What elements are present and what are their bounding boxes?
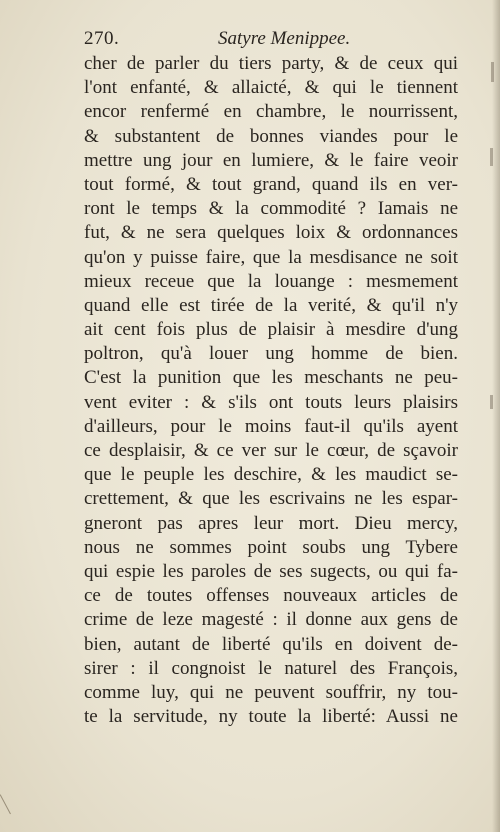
text-line: crime de leze magesté : il donne aux gens de	[84, 609, 458, 631]
text-line: tout formé, & tout grand, quand ils en ver-	[84, 173, 458, 195]
text-line: ce de toutes offenses nouveaux articles de	[84, 585, 458, 607]
running-title: Satyre Menippee.	[218, 28, 351, 49]
text-line: cher de parler du tiers party, & de ceux qui	[84, 53, 458, 74]
page-number: 270.	[84, 28, 120, 49]
text-line: ront le temps & la commodité ? Iamais ne	[84, 198, 458, 220]
text-line: ce desplaisir, & ce ver sur le cœur, de sçavoir	[84, 440, 458, 461]
text-line: gneront pas apres leur mort. Dieu mercy,	[84, 512, 458, 534]
ink-bleed-mark	[491, 62, 494, 82]
text-line: bien, autant de liberté qu'ils en doivent de-	[84, 633, 458, 655]
text-line: mieux receue que la louange : mesmement	[84, 270, 458, 292]
text-line: vent eviter : & s'ils ont touts leurs plaisirs	[84, 391, 458, 413]
text-line: d'ailleurs, pour le moins faut-il qu'ils ayent	[84, 415, 458, 437]
text-line: sirer : il congnoist le naturel des François,	[84, 657, 458, 679]
text-line: comme luy, qui ne peuvent souffrir, ny tou-	[84, 681, 458, 703]
text-line: mettre ung jour en lumiere, & le faire veoir	[84, 149, 458, 171]
margin-pencil-mark	[0, 788, 23, 814]
text-line: qui espie les paroles de ses sugects, ou qui fa-	[84, 560, 458, 582]
page-edge-shadow	[492, 0, 500, 832]
text-line: poltron, qu'à louer ung homme de bien.	[84, 343, 458, 365]
ink-bleed-mark	[490, 395, 493, 409]
text-line: qu'on y puisse faire, que la mesdisance ne soit	[84, 246, 458, 268]
text-line: ait cent fois plus de plaisir à mesdire d'ung	[84, 319, 458, 341]
text-line: l'ont enfanté, & allaicté, & qui le tiennent	[84, 77, 458, 99]
text-line: quand elle est tirée de la verité, & qu'il n'y	[84, 294, 458, 316]
body-text	[84, 52, 458, 729]
text-line: encor renfermé en chambre, le nourrissent,	[84, 101, 458, 123]
text-line: C'est la punition que les meschants ne peu-	[84, 367, 458, 389]
text-line: crettement, & que les escrivains ne les espar-	[84, 488, 458, 510]
ink-bleed-mark	[490, 148, 493, 166]
text-line: & substantent de bonnes viandes pour le	[84, 125, 458, 147]
text-line: fut, & ne sera quelques loix & ordonnances	[84, 222, 458, 244]
text-line: que le peuple les deschire, & les maudict se-	[84, 464, 458, 486]
text-line: nous ne sommes point soubs ung Tybere	[84, 536, 458, 558]
text-line: te la servitude, ny toute la liberté: Aussi ne	[84, 706, 458, 728]
page-header	[84, 28, 456, 52]
